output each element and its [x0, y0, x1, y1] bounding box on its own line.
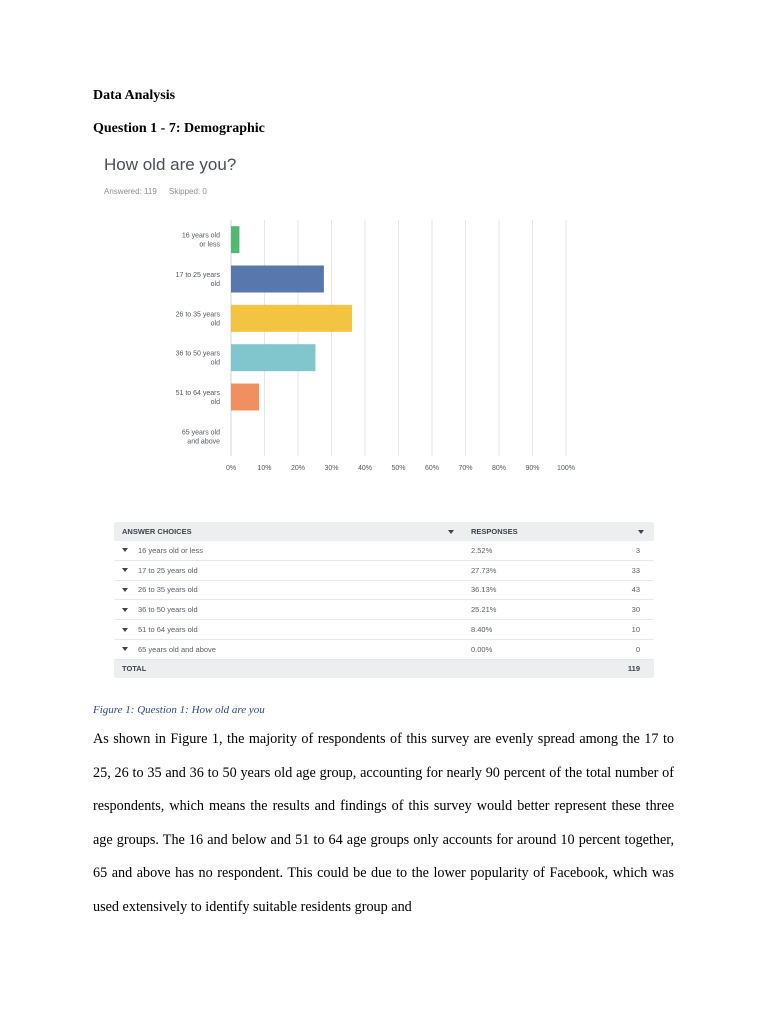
- x-tick-label: 30%: [324, 465, 339, 472]
- answer-choice: [114, 625, 464, 634]
- category-label: 36 to 50 years old: [175, 350, 220, 367]
- question-stats: [104, 187, 207, 196]
- expand-arrow-icon[interactable]: [122, 588, 128, 592]
- response-count: 3: [635, 545, 640, 555]
- header-answer-label: ANSWER CHOICES: [122, 527, 192, 536]
- figure-caption: Figure 1: Question 1: How old are you: [93, 704, 265, 716]
- bar: [231, 266, 324, 293]
- expand-arrow-icon[interactable]: [122, 628, 128, 632]
- x-tick-label: 100%: [557, 465, 575, 472]
- expand-arrow-icon[interactable]: [122, 548, 128, 552]
- table-row: [114, 620, 654, 640]
- question-title: How old are you?: [104, 155, 237, 174]
- total-value: 119: [627, 664, 640, 674]
- response-percent: 0.00%: [471, 644, 493, 654]
- x-tick-label: 70%: [458, 465, 473, 472]
- age-bar-chart: [150, 215, 590, 477]
- answered-count: Answered: 119: [104, 187, 157, 196]
- answer-choice-label: 51 to 64 years old: [138, 625, 198, 635]
- responses-table: [114, 522, 654, 678]
- bar: [231, 226, 239, 253]
- answer-choice-label: 36 to 50 years old: [138, 605, 198, 615]
- table-row: [114, 581, 654, 601]
- header-responses-label: RESPONSES: [471, 527, 518, 536]
- table-body: [114, 541, 654, 660]
- x-tick-label: 50%: [391, 465, 406, 472]
- response-percent: 27.73%: [471, 565, 497, 575]
- x-tick-label: 60%: [424, 465, 440, 472]
- response-percent: 2.52%: [471, 545, 493, 555]
- bar: [231, 384, 259, 411]
- category-label: 65 years old and above: [181, 429, 220, 446]
- bar: [231, 305, 352, 332]
- total-label: TOTAL: [122, 664, 147, 674]
- response-count: 0: [635, 644, 640, 654]
- table-header: [114, 522, 654, 541]
- answer-choice: [114, 605, 464, 614]
- skipped-count: Skipped: 0: [169, 187, 207, 196]
- section-heading: Data Analysis: [93, 88, 176, 103]
- answer-choice: [114, 546, 464, 555]
- x-tick-label: 20%: [290, 465, 306, 472]
- table-row: [114, 640, 654, 660]
- category-label: 16 years old or less: [181, 232, 220, 249]
- table-total-row: [114, 660, 654, 678]
- response-count: 43: [631, 585, 640, 595]
- category-label: 26 to 35 years old: [175, 311, 220, 328]
- response-percent: 25.21%: [471, 605, 497, 615]
- x-tick-label: 80%: [491, 465, 507, 472]
- header-responses: [464, 527, 654, 536]
- subsection-heading: Question 1 - 7: Demographic: [93, 121, 265, 136]
- category-label: 17 to 25 years old: [175, 272, 220, 288]
- expand-arrow-icon[interactable]: [122, 647, 128, 651]
- answer-choice: [114, 585, 464, 594]
- bar: [231, 344, 315, 371]
- response-percent: 8.40%: [471, 625, 493, 635]
- x-tick-label: 90%: [525, 465, 540, 472]
- answer-choice-label: 65 years old and above: [138, 644, 216, 654]
- header-answer-choices: [114, 527, 464, 536]
- sort-arrow-icon[interactable]: [448, 530, 454, 534]
- response-count: 30: [631, 605, 640, 615]
- answer-choice-label: 26 to 35 years old: [138, 585, 198, 595]
- response-count: 10: [631, 625, 640, 635]
- response-count: 33: [631, 565, 640, 575]
- expand-arrow-icon[interactable]: [122, 608, 128, 612]
- body-paragraph: As shown in Figure 1, the majority of respondents of this survey are evenly spread among the 17 to 25, 26 to 35 and 36 to 50 years old age group, accounting for nearly 90 percent of the total number of respondents, which means the results and findings of this survey would better represent these three age groups. The 16 and below and 51 to 64 age groups only accounts for around 10 percent together, 65 and above has no respondent. This could be due to the lower popularity of Facebook, which was used extensively to identify suitable residents group and: [93, 731, 674, 915]
- expand-arrow-icon[interactable]: [122, 568, 128, 572]
- table-row: [114, 541, 654, 561]
- x-tick-label: 10%: [257, 465, 272, 472]
- answer-choice: [114, 645, 464, 654]
- answer-choice-label: 17 to 25 years old: [138, 565, 198, 575]
- x-tick-label: 40%: [357, 465, 373, 472]
- sort-arrow-icon[interactable]: [638, 530, 644, 534]
- x-tick-label: 0%: [225, 465, 237, 472]
- category-label: 51 to 64 years old: [175, 390, 220, 406]
- table-row: [114, 600, 654, 620]
- answer-choice-label: 16 years old or less: [138, 545, 204, 555]
- answer-choice: [114, 566, 464, 575]
- table-row: [114, 561, 654, 581]
- response-percent: 36.13%: [471, 585, 497, 595]
